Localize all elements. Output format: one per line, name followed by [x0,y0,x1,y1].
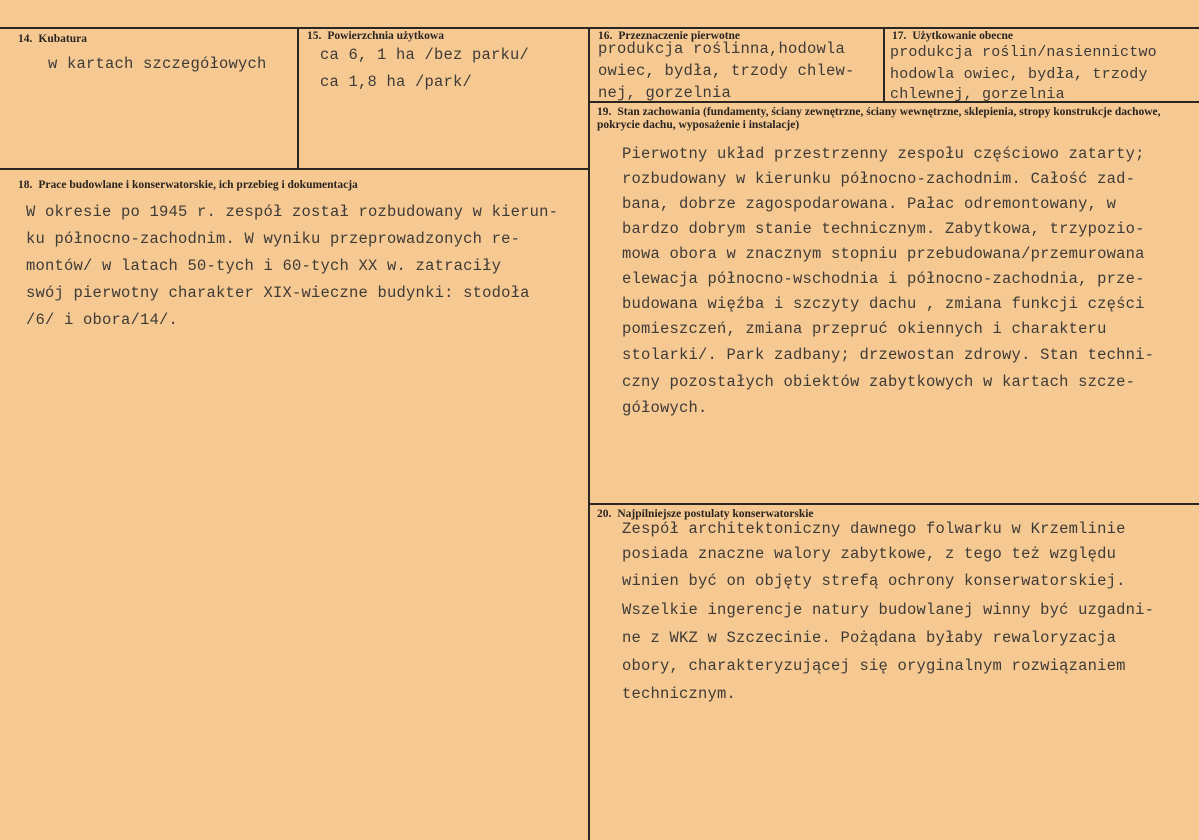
field-19-label [597,106,1191,132]
field-19-line-6: elewacja północno-wschodnia i północno-zachodnia, prze- [622,270,1145,288]
divider-16-17 [883,27,885,101]
field-20-line-4: Wszelkie ingerencje natury budowlanej winny być uzgadni- [622,601,1155,619]
field-15-number: 15. [307,30,322,42]
field-18-line-2: ku północno-zachodnim. W wyniku przeprowadzonych re- [26,230,521,248]
field-19-number: 19. [597,106,612,118]
field-20-line-5: ne z WKZ w Szczecinie. Pożądana byłaby rewaloryzacja [622,629,1117,647]
top-rule [0,27,1199,29]
field-17-title: Użytkowanie obecne [912,30,1013,42]
field-19-line-4: bardzo dobrym stanie technicznym. Zabytkowa, trzypozio- [622,220,1145,238]
field-14-number: 14. [18,33,33,45]
field-17-label [892,30,1013,43]
field-19-title: Stan zachowania (fundamenty, ściany zewnętrzne, ściany wewnętrzne, sklepienia, stropy konstrukcje dachowe, pokrycie dachu, wyposażenie i instalacje) [597,106,1161,131]
field-16-line-3: nej, gorzelnia [598,84,732,102]
field-19-line-7: budowana więźba i szczyty dachu , zmiana funkcji części [622,295,1145,313]
field-19-line-8: pomieszczeń, zmiana przepruć okiennych i charakteru [622,320,1107,338]
field-17-number: 17. [892,30,907,42]
field-20-line-1: Zespół architektoniczny dawnego folwarku w Krzemlinie [622,520,1126,538]
field-14-line-1: w kartach szczegółowych [48,55,267,73]
field-14-title: Kubatura [38,33,87,45]
field-20-line-6: obory, charakteryzującej się oryginalnym rozwiązaniem [622,657,1126,675]
field-19-line-1: Pierwotny układ przestrzenny zespołu częściowo zatarty; [622,145,1145,163]
field-16-title: Przeznaczenie pierwotne [618,30,741,42]
field-16-number: 16. [598,30,613,42]
field-20-line-3: winien być on objęty strefą ochrony konserwatorskiej. [622,572,1126,590]
field-19-line-3: bana, dobrze zagospodarowana. Pałac odremontowany, w [622,195,1117,213]
field-18-number: 18. [18,179,33,191]
divider-15-16 [588,27,590,840]
field-20-title: Najpilniejsze postulaty konserwatorskie [617,508,814,520]
field-18-line-3: montów/ w latach 50-tych i 60-tych XX w. zatraciły [26,257,502,275]
field-16-line-2: owiec, bydła, trzody chlew- [598,62,855,80]
field-19-line-2: rozbudowany w kierunku północno-zachodnim. Całość zad- [622,170,1136,188]
field-14-label [18,33,87,46]
field-15-line-2: ca 1,8 ha /park/ [320,73,473,91]
field-17-line-3: chlewnej, gorzelnia [890,86,1065,103]
rule-above-18 [0,168,590,170]
field-18-title: Prace budowlane i konserwatorskie, ich przebieg i dokumentacja [38,179,358,191]
field-19-line-10: czny pozostałych obiektów zabytkowych w kartach szcze- [622,373,1136,391]
field-20-number: 20. [597,508,612,520]
field-19-line-11: gółowych. [622,399,708,417]
field-16-line-1: produkcja roślinna,hodowla [598,40,846,58]
divider-14-15 [297,27,299,168]
field-18-line-5: /6/ i obora/14/. [26,311,179,329]
field-20-line-7: technicznym. [622,685,737,703]
rule-above-20 [588,503,1199,505]
field-19-line-9: stolarki/. Park zadbany; drzewostan zdrowy. Stan techni- [622,346,1155,364]
field-18-line-1: W okresie po 1945 r. zespół został rozbudowany w kierun- [26,203,559,221]
field-20-line-2: posiada znaczne walory zabytkowe, z tego też względu [622,545,1117,563]
field-18-line-4: swój pierwotny charakter XIX-wieczne budynki: stodoła [26,284,530,302]
field-15-title: Powierzchnia użytkowa [327,30,444,42]
field-19-line-5: mowa obora w znacznym stopniu przebudowana/przemurowana [622,245,1145,263]
field-15-line-1: ca 6, 1 ha /bez parku/ [320,46,530,64]
field-17-line-1: produkcja roślin/nasiennictwo [890,44,1157,61]
field-15-label [307,30,444,43]
field-18-label [18,179,358,192]
field-17-line-2: hodowla owiec, bydła, trzody [890,66,1148,83]
